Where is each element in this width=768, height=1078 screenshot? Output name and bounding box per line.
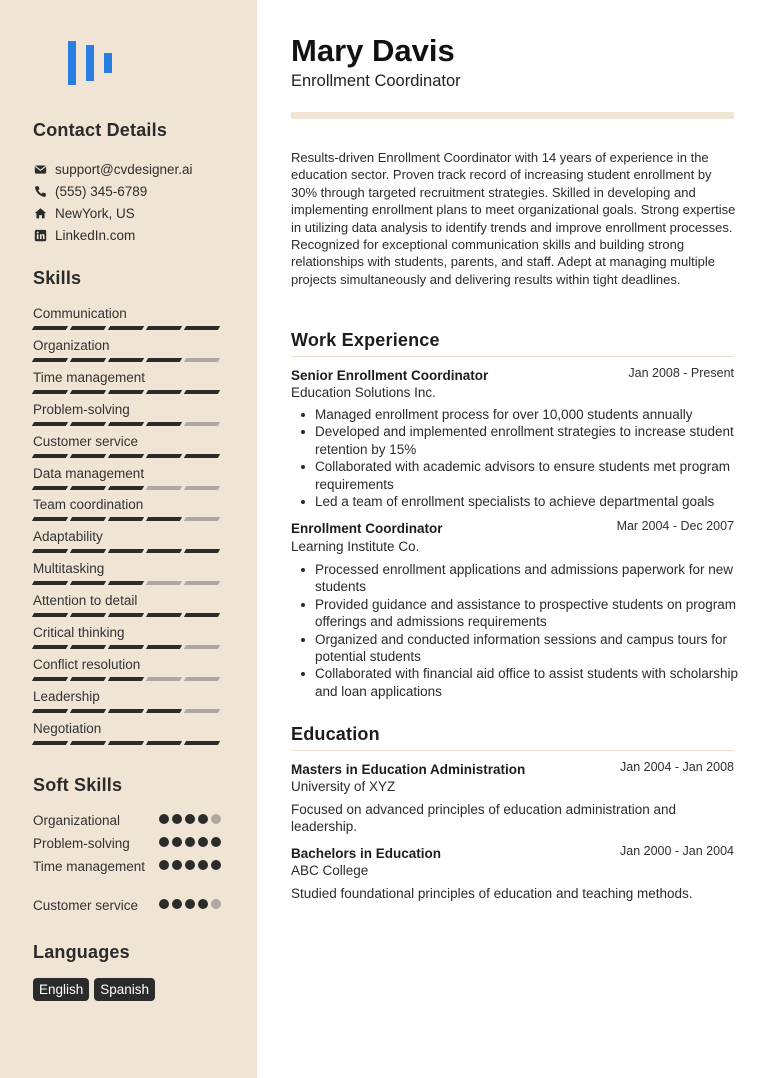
contact-heading: Contact Details bbox=[33, 120, 168, 140]
skill-level-segment bbox=[108, 581, 144, 585]
skill-item bbox=[33, 529, 223, 545]
skill-level-bar bbox=[33, 613, 223, 617]
skill-label: Adaptability bbox=[33, 529, 103, 545]
skill-level-segment bbox=[32, 422, 68, 426]
skill-item bbox=[33, 561, 223, 577]
skill-level-segment bbox=[70, 581, 106, 585]
contact-phone[interactable] bbox=[33, 182, 147, 200]
job-title: Enrollment Coordinator bbox=[291, 521, 443, 536]
contact-location-text: NewYork, US bbox=[55, 205, 135, 221]
skill-level-segment bbox=[108, 486, 144, 490]
contact-linkedin-text: LinkedIn.com bbox=[55, 227, 136, 243]
skill-level-segment bbox=[32, 326, 68, 330]
section-divider bbox=[291, 356, 734, 357]
skill-level-segment bbox=[108, 358, 144, 362]
skills-heading: Skills bbox=[33, 268, 82, 288]
skill-level-bar bbox=[33, 549, 223, 553]
skill-level-bar bbox=[33, 741, 223, 745]
home-icon bbox=[33, 206, 47, 220]
skill-label: Attention to detail bbox=[33, 593, 138, 609]
languages-heading: Languages bbox=[33, 942, 130, 962]
skill-level-segment bbox=[108, 677, 144, 681]
skill-level-segment bbox=[32, 613, 68, 617]
skill-level-segment bbox=[70, 677, 106, 681]
skill-label: Time management bbox=[33, 369, 146, 385]
rating-dot bbox=[159, 837, 169, 847]
soft-skill-item bbox=[33, 897, 223, 914]
degree-title: Bachelors in Education bbox=[291, 846, 442, 861]
skill-level-segment bbox=[32, 677, 68, 681]
rating-dot bbox=[185, 860, 195, 870]
candidate-title: Enrollment Coordinator bbox=[291, 72, 461, 90]
skill-level-segment bbox=[146, 486, 182, 490]
skill-level-segment bbox=[70, 422, 106, 426]
logo-icon bbox=[68, 41, 114, 85]
skill-level-segment bbox=[70, 645, 106, 649]
skill-level-segment bbox=[146, 549, 182, 553]
skill-level-segment bbox=[108, 613, 144, 617]
degree-title: Masters in Education Administration bbox=[291, 762, 526, 777]
skill-level-bar bbox=[33, 358, 223, 362]
soft-skill-rating bbox=[159, 837, 221, 847]
skill-label: Team coordination bbox=[33, 497, 144, 513]
job-bullet: Organized and conducted information sessions and campus tours for potential students bbox=[291, 631, 738, 666]
skill-label: Customer service bbox=[33, 433, 139, 449]
sidebar bbox=[0, 0, 257, 1078]
skill-level-segment bbox=[184, 581, 220, 585]
skill-level-segment bbox=[184, 677, 220, 681]
skill-level-segment bbox=[70, 390, 106, 394]
degree-date: Jan 2000 - Jan 2004 bbox=[620, 844, 734, 858]
skill-level-segment bbox=[184, 486, 220, 490]
skill-level-segment bbox=[70, 486, 106, 490]
skill-level-segment bbox=[108, 741, 144, 745]
soft-skill-label: Organizational bbox=[33, 813, 121, 828]
rating-dot bbox=[172, 837, 182, 847]
skill-level-segment bbox=[146, 613, 182, 617]
skill-level-segment bbox=[32, 549, 68, 553]
soft-skill-item bbox=[33, 812, 223, 829]
skill-level-segment bbox=[146, 326, 182, 330]
skill-label: Organization bbox=[33, 337, 110, 353]
skill-level-bar bbox=[33, 677, 223, 681]
soft-skill-label: Customer service bbox=[33, 898, 139, 913]
job-bullet: Led a team of enrollment specialists to achieve departmental goals bbox=[291, 493, 738, 510]
skill-level-segment bbox=[146, 677, 182, 681]
degree-description: Focused on advanced principles of education administration and leadership. bbox=[291, 802, 676, 835]
job-bullet: Processed enrollment applications and admissions paperwork for new students bbox=[291, 561, 738, 596]
job-bullet: Developed and implemented enrollment strategies to increase student retention by 15% bbox=[291, 423, 738, 458]
candidate-name: Mary Davis bbox=[291, 33, 455, 68]
skill-level-segment bbox=[184, 741, 220, 745]
rating-dot bbox=[198, 814, 208, 824]
job-company: Learning Institute Co. bbox=[291, 539, 420, 554]
skill-level-segment bbox=[146, 454, 182, 458]
soft-skill-rating bbox=[159, 860, 221, 870]
rating-dot bbox=[159, 899, 169, 909]
job-bullet: Collaborated with academic advisors to ensure students met program requirements bbox=[291, 458, 738, 493]
skill-level-segment bbox=[184, 454, 220, 458]
skill-level-segment bbox=[108, 645, 144, 649]
skill-level-segment bbox=[32, 390, 68, 394]
job-bullet: Provided guidance and assistance to prospective students on program offerings and admissions requirements bbox=[291, 596, 738, 631]
skill-item bbox=[33, 625, 223, 641]
skill-level-segment bbox=[70, 709, 106, 713]
skill-level-segment bbox=[32, 581, 68, 585]
skill-level-segment bbox=[32, 517, 68, 521]
skill-level-segment bbox=[108, 517, 144, 521]
skill-level-segment bbox=[108, 326, 144, 330]
soft-skills-heading: Soft Skills bbox=[33, 775, 123, 795]
skill-label: Leadership bbox=[33, 688, 100, 704]
skill-level-segment bbox=[146, 645, 182, 649]
rating-dot bbox=[185, 837, 195, 847]
skill-level-segment bbox=[184, 422, 220, 426]
rating-dot bbox=[159, 860, 169, 870]
education-heading: Education bbox=[291, 724, 380, 744]
skill-level-bar bbox=[33, 517, 223, 521]
degree-description: Studied foundational principles of education and teaching methods. bbox=[291, 886, 693, 901]
skill-level-segment bbox=[146, 581, 182, 585]
skill-level-bar bbox=[33, 486, 223, 490]
skill-level-segment bbox=[146, 422, 182, 426]
skill-item bbox=[33, 338, 223, 354]
contact-linkedin[interactable] bbox=[33, 226, 135, 244]
job-bullets bbox=[291, 561, 738, 700]
job-company: Education Solutions Inc. bbox=[291, 385, 436, 400]
soft-skill-item bbox=[33, 835, 223, 852]
languages-list bbox=[33, 978, 155, 1001]
skill-label: Communication bbox=[33, 306, 127, 321]
school-name: ABC College bbox=[291, 863, 369, 878]
skill-level-segment bbox=[32, 454, 68, 458]
rating-dot bbox=[185, 899, 195, 909]
skill-level-bar bbox=[33, 581, 223, 585]
skill-level-segment bbox=[184, 645, 220, 649]
skill-item bbox=[33, 434, 223, 450]
skill-level-segment bbox=[70, 549, 106, 553]
skill-level-segment bbox=[70, 326, 106, 330]
rating-dot bbox=[172, 814, 182, 824]
skill-level-segment bbox=[146, 358, 182, 362]
rating-dot bbox=[198, 837, 208, 847]
rating-dot bbox=[172, 899, 182, 909]
skill-label: Multitasking bbox=[33, 561, 105, 577]
contact-phone-text: (555) 345-6789 bbox=[55, 183, 148, 199]
skill-level-segment bbox=[184, 709, 220, 713]
summary-text: Results-driven Enrollment Coordinator with 14 years of experience in the education sector. Proven track record of increasing student enrollment by 30% through targeted recruitment strategies. Skilled in developing and implementing enrollment plans to meet organizational goals. Strong expertise in utilizing data analysis to identify trends and improve enrollment processes. Recognized for exceptional communication skills and building strong relationships with students, parents, and staff. Adept at managing multiple projects simultaneously and delivering results within tight deadlines. bbox=[291, 150, 736, 287]
skill-level-segment bbox=[70, 454, 106, 458]
skill-level-bar bbox=[33, 709, 223, 713]
main-content bbox=[257, 0, 768, 1078]
soft-skill-label: Problem-solving bbox=[33, 836, 130, 851]
skill-level-segment bbox=[184, 326, 220, 330]
skill-level-segment bbox=[70, 741, 106, 745]
skill-label: Critical thinking bbox=[33, 625, 125, 640]
job-bullet: Collaborated with financial aid office to assist students with scholarship and loan applications bbox=[291, 665, 738, 700]
rating-dot bbox=[185, 814, 195, 824]
skill-level-bar bbox=[33, 645, 223, 649]
skill-level-bar bbox=[33, 422, 223, 426]
job-title: Senior Enrollment Coordinator bbox=[291, 368, 489, 383]
skill-level-segment bbox=[108, 709, 144, 713]
skill-item bbox=[33, 593, 223, 609]
skill-label: Problem-solving bbox=[33, 401, 130, 417]
skill-level-segment bbox=[146, 517, 182, 521]
contact-location bbox=[33, 204, 135, 222]
skill-level-segment bbox=[146, 390, 182, 394]
skill-level-segment bbox=[108, 422, 144, 426]
skill-level-bar bbox=[33, 454, 223, 458]
skill-label: Conflict resolution bbox=[33, 656, 141, 672]
header-divider bbox=[291, 112, 734, 119]
contact-email[interactable] bbox=[33, 160, 193, 178]
skill-item bbox=[33, 306, 223, 322]
skill-item bbox=[33, 689, 223, 705]
skill-item bbox=[33, 721, 223, 737]
skill-level-segment bbox=[108, 390, 144, 394]
soft-skill-label: Time management bbox=[33, 859, 146, 874]
skill-level-segment bbox=[32, 358, 68, 362]
contact-email-text: support@cvdesigner.ai bbox=[55, 161, 193, 177]
rating-dot bbox=[198, 899, 208, 909]
skill-level-segment bbox=[32, 486, 68, 490]
skill-label: Negotiation bbox=[33, 720, 102, 736]
skill-item bbox=[33, 497, 223, 513]
skill-level-segment bbox=[184, 549, 220, 553]
work-experience-heading: Work Experience bbox=[291, 330, 440, 350]
rating-dot bbox=[211, 899, 221, 909]
skill-level-segment bbox=[32, 709, 68, 713]
skill-level-bar bbox=[33, 390, 223, 394]
rating-dot bbox=[159, 814, 169, 824]
soft-skill-rating bbox=[159, 814, 221, 824]
rating-dot bbox=[211, 837, 221, 847]
section-divider bbox=[291, 750, 734, 751]
skill-level-segment bbox=[184, 517, 220, 521]
school-name: University of XYZ bbox=[291, 779, 396, 794]
job-bullet: Managed enrollment process for over 10,000 students annually bbox=[291, 406, 738, 423]
skill-label: Data management bbox=[33, 465, 145, 481]
soft-skill-item bbox=[33, 858, 223, 875]
skill-level-segment bbox=[108, 549, 144, 553]
job-date: Mar 2004 - Dec 2007 bbox=[616, 519, 734, 533]
language-tag: Spanish bbox=[94, 978, 155, 1001]
skill-item bbox=[33, 402, 223, 418]
skill-level-segment bbox=[184, 358, 220, 362]
skill-level-segment bbox=[184, 390, 220, 394]
degree-date: Jan 2004 - Jan 2008 bbox=[620, 760, 734, 774]
skill-item bbox=[33, 370, 223, 386]
skill-level-segment bbox=[184, 613, 220, 617]
skill-level-bar bbox=[33, 326, 223, 330]
phone-icon bbox=[33, 184, 47, 198]
job-date: Jan 2008 - Present bbox=[628, 366, 734, 380]
skill-level-segment bbox=[70, 517, 106, 521]
skill-level-segment bbox=[32, 741, 68, 745]
rating-dot bbox=[198, 860, 208, 870]
soft-skill-rating bbox=[159, 899, 221, 909]
skill-level-segment bbox=[108, 454, 144, 458]
skill-level-segment bbox=[146, 741, 182, 745]
envelope-icon bbox=[33, 162, 47, 176]
job-bullets bbox=[291, 406, 738, 510]
rating-dot bbox=[211, 814, 221, 824]
skill-item bbox=[33, 657, 223, 673]
skill-item bbox=[33, 466, 223, 482]
rating-dot bbox=[172, 860, 182, 870]
rating-dot bbox=[211, 860, 221, 870]
linkedin-icon bbox=[33, 228, 47, 242]
skill-level-segment bbox=[146, 709, 182, 713]
language-tag: English bbox=[33, 978, 89, 1001]
skill-level-segment bbox=[70, 613, 106, 617]
skill-level-segment bbox=[32, 645, 68, 649]
skill-level-segment bbox=[70, 358, 106, 362]
